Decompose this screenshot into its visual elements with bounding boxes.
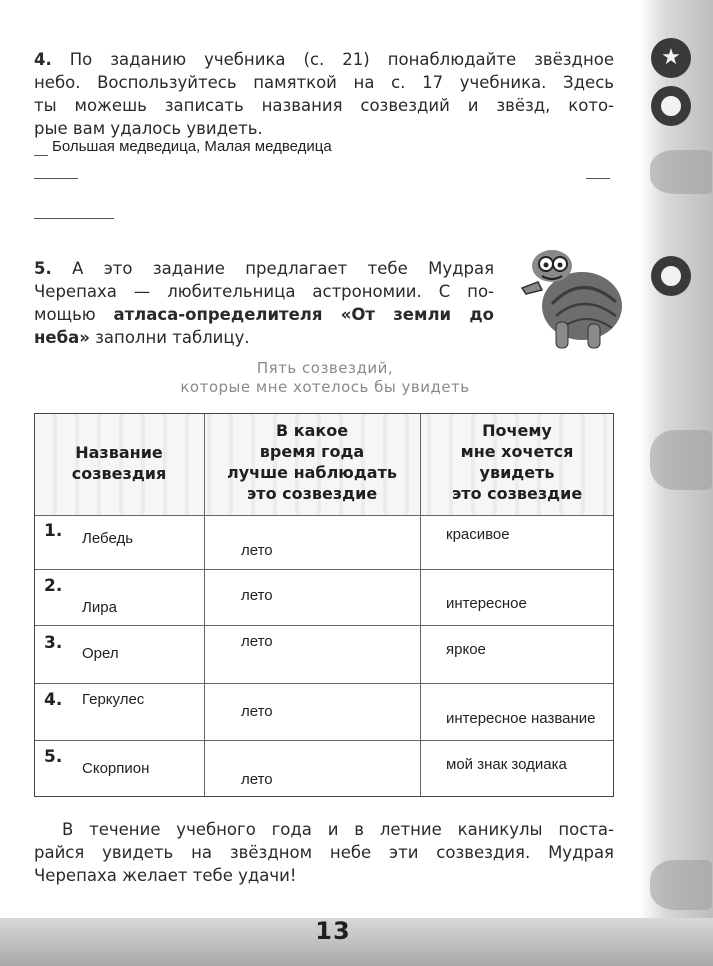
row-number: 4.: [44, 690, 63, 710]
side-decoration-shape: [650, 860, 712, 910]
task4-number: 4.: [34, 50, 52, 69]
speech-bubble-icon: [651, 256, 691, 296]
answer-line: [586, 178, 610, 179]
closing-line-2: райся увидеть на звёздном небе эти созвездия. Мудрая: [34, 843, 614, 862]
constellation-name-cell[interactable]: Орел: [82, 645, 119, 662]
table-caption-line-1: Пять созвездий,: [256, 359, 394, 377]
task4-line-4: рые вам удалось увидеть.: [34, 119, 263, 138]
atlas-title: атласа-определителя «От земли до: [113, 305, 494, 324]
star-award-icon: ★: [651, 38, 691, 78]
task5-text: заполни таблицу.: [95, 328, 250, 347]
closing-line-1: В течение учебного года и в летние каникулы поста-: [62, 820, 614, 839]
task5-line-1: [34, 257, 494, 280]
answer-line: [34, 155, 48, 156]
task4-line-3: ты можешь записать названия созвездий и звёзд, кото-: [34, 96, 614, 115]
header-text: мне хочется: [460, 442, 574, 461]
task4-line-2: небо. Воспользуйтесь памяткой на с. 17 учебника. Здесь: [34, 73, 614, 92]
row-number: 5.: [44, 747, 63, 767]
atlas-title: неба»: [34, 328, 90, 347]
wise-turtle-illustration: [512, 244, 630, 356]
answer-line: [34, 178, 78, 179]
header-text: созвездия: [71, 464, 167, 483]
season-cell[interactable]: лето: [241, 771, 273, 788]
task5-line-3: [34, 303, 494, 326]
header-text: лучше наблюдать: [227, 463, 397, 482]
header-text: это созвездие: [451, 484, 583, 503]
closing-line-3: Черепаха желает тебе удачи!: [34, 866, 297, 885]
reason-cell[interactable]: красивое: [446, 526, 510, 543]
task5-text: А это задание предлагает тебе Мудрая: [72, 259, 495, 278]
season-cell[interactable]: лето: [241, 633, 273, 650]
task5-number: 5.: [34, 259, 52, 278]
constellation-table: [34, 413, 614, 797]
table-border: [34, 413, 614, 797]
speech-bubble-icon: [651, 86, 691, 126]
reason-cell[interactable]: яркое: [446, 641, 486, 658]
season-cell[interactable]: лето: [241, 587, 273, 604]
row-number: 3.: [44, 633, 63, 653]
task4-text: По заданию учебника (с. 21) понаблюдайте звёздное: [69, 50, 615, 69]
side-decoration-shape: [650, 150, 712, 194]
task5-line-2: Черепаха — любительница астрономии. С по-: [34, 282, 494, 301]
header-text: Название: [75, 443, 163, 462]
constellation-name-cell[interactable]: Геркулес: [82, 691, 145, 708]
constellation-name-cell[interactable]: Скорпион: [82, 760, 150, 777]
reason-cell[interactable]: интересное название: [446, 710, 596, 727]
task4-line-1: [34, 48, 614, 71]
task5-line-4: [34, 326, 494, 349]
constellation-name-cell[interactable]: Лира: [82, 599, 117, 616]
side-decoration-shape: [650, 430, 712, 490]
reason-cell[interactable]: интересное: [446, 595, 527, 612]
task5-text: мощью: [34, 305, 96, 324]
page-number: 13: [315, 917, 351, 945]
season-cell[interactable]: лето: [241, 703, 273, 720]
row-number: 2.: [44, 576, 63, 596]
header-text: это созвездие: [246, 484, 378, 503]
header-text: увидеть: [479, 463, 555, 482]
season-cell[interactable]: лето: [241, 542, 273, 559]
task4-answer[interactable]: Большая медведица, Малая медведица: [52, 138, 332, 155]
header-text: В какое: [275, 421, 349, 440]
header-text: Почему: [482, 421, 552, 440]
reason-cell[interactable]: мой знак зодиака: [446, 756, 567, 773]
answer-line: [34, 218, 114, 219]
constellation-name-cell[interactable]: Лебедь: [82, 530, 134, 547]
row-number: 1.: [44, 521, 63, 541]
header-text: время года: [259, 442, 365, 461]
table-caption-line-2: которые мне хотелось бы увидеть: [180, 378, 470, 396]
